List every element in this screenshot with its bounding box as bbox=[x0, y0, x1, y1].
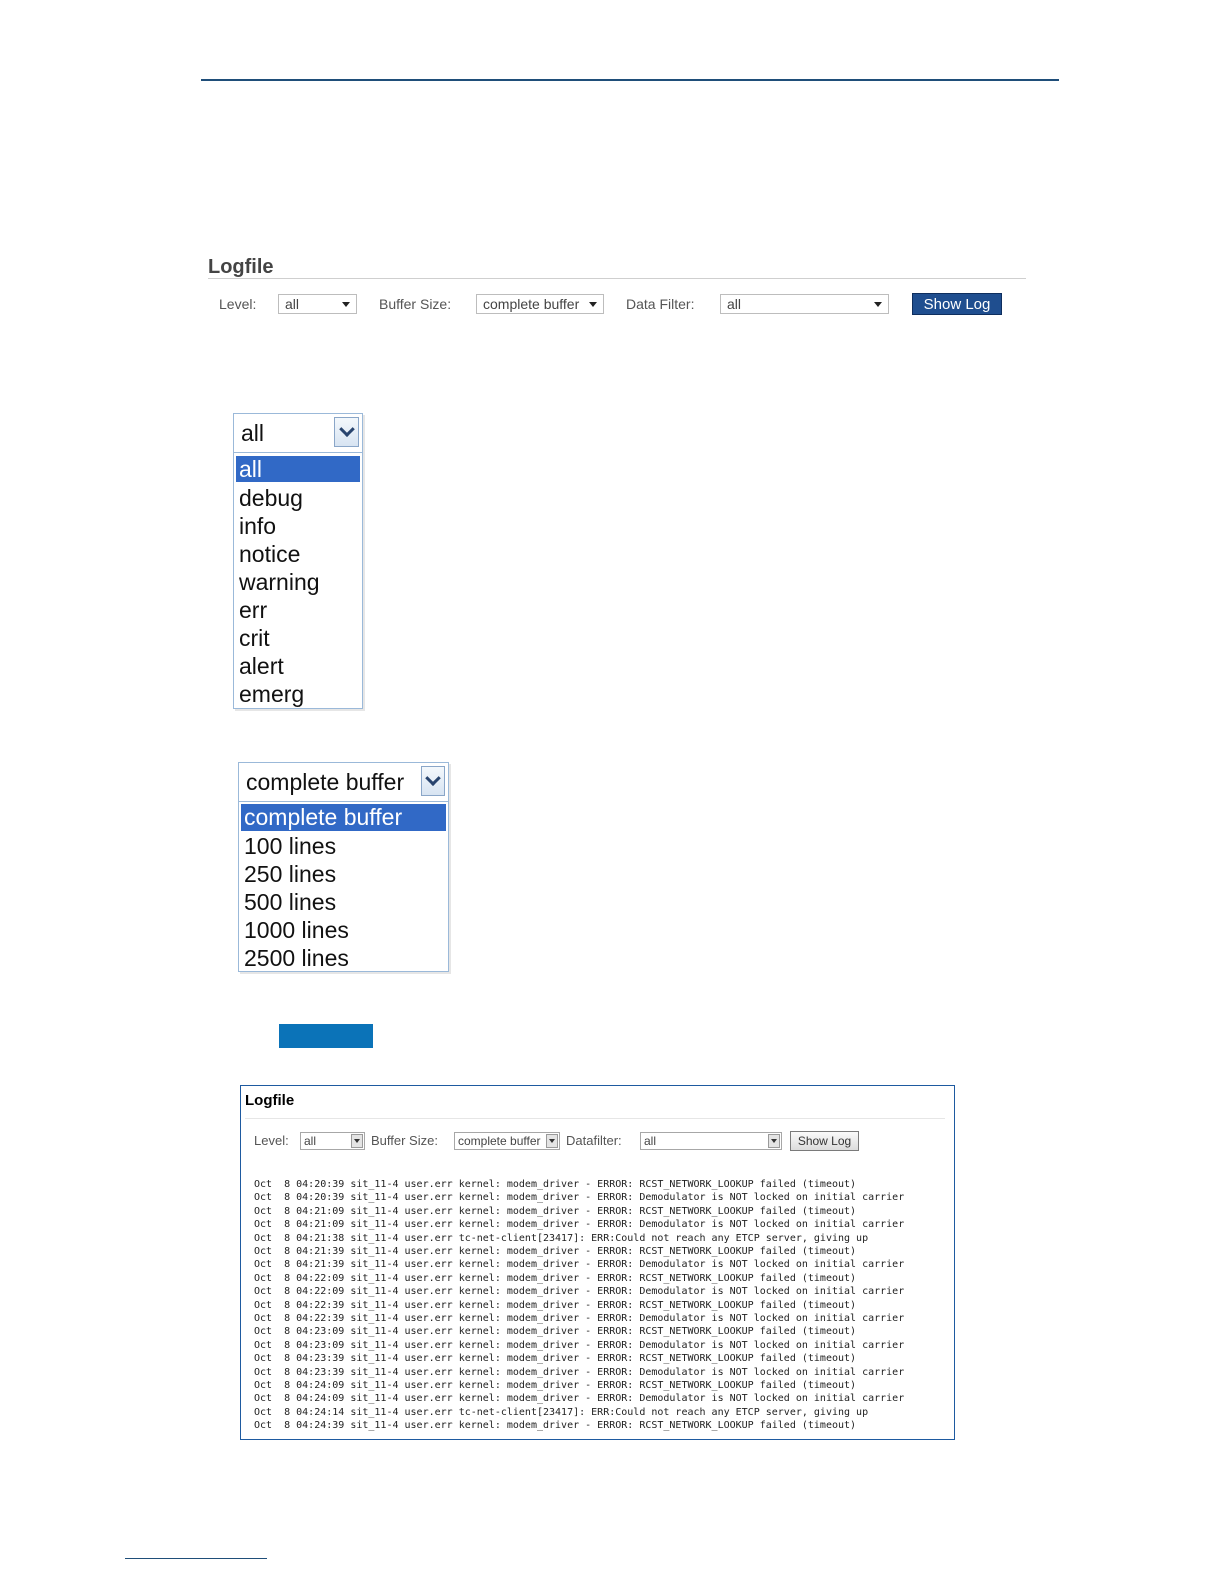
title-divider bbox=[208, 278, 1026, 279]
log-line: Oct 8 04:21:39 sit_11-4 user.err kernel: modem_driver - ERROR: Demodulator is NOT locked on initial carrier bbox=[254, 1259, 905, 1270]
buffer-size-dropdown[interactable] bbox=[238, 762, 449, 972]
level-label-small: Level: bbox=[254, 1133, 289, 1148]
log-line: Oct 8 04:24:09 sit_11-4 user.err kernel: modem_driver - ERROR: RCST_NETWORK_LOOKUP failed (timeout) bbox=[254, 1380, 857, 1391]
log-line: Oct 8 04:21:38 sit_11-4 user.err tc-net-client[23417]: ERR:Could not reach any ETCP server, giving up bbox=[254, 1233, 869, 1244]
buffer-option[interactable]: 250 lines bbox=[244, 861, 337, 887]
chevron-down-icon bbox=[768, 1134, 780, 1148]
level-option[interactable]: warning bbox=[239, 569, 320, 595]
log-line: Oct 8 04:24:09 sit_11-4 user.err kernel: modem_driver - ERROR: Demodulator is NOT locked on initial carrier bbox=[254, 1393, 905, 1404]
log-line: Oct 8 04:23:09 sit_11-4 user.err kernel: modem_driver - ERROR: RCST_NETWORK_LOOKUP failed (timeout) bbox=[254, 1326, 857, 1337]
buffer-size-select-small-value: complete buffer bbox=[458, 1134, 541, 1148]
buffer-dropdown-value: complete buffer bbox=[246, 769, 405, 795]
log-line: Oct 8 04:21:09 sit_11-4 user.err kernel: modem_driver - ERROR: RCST_NETWORK_LOOKUP failed (timeout) bbox=[254, 1206, 857, 1217]
show-log-button[interactable]: Show Log bbox=[912, 293, 1002, 315]
log-line: Oct 8 04:22:39 sit_11-4 user.err kernel: modem_driver - ERROR: RCST_NETWORK_LOOKUP failed (timeout) bbox=[254, 1300, 857, 1311]
data-filter-select-value: all bbox=[727, 296, 742, 312]
level-option[interactable]: all bbox=[236, 456, 360, 482]
log-line: Oct 8 04:22:09 sit_11-4 user.err kernel: modem_driver - ERROR: RCST_NETWORK_LOOKUP failed (timeout) bbox=[254, 1273, 857, 1284]
caret-down-icon bbox=[342, 302, 350, 307]
buffer-option[interactable]: 1000 lines bbox=[244, 917, 349, 943]
buffer-option[interactable]: 2500 lines bbox=[244, 945, 349, 971]
chevron-down-icon[interactable] bbox=[334, 417, 359, 447]
log-line: Oct 8 04:21:09 sit_11-4 user.err kernel: modem_driver - ERROR: Demodulator is NOT locked on initial carrier bbox=[254, 1219, 905, 1230]
log-line: Oct 8 04:20:39 sit_11-4 user.err kernel: modem_driver - ERROR: Demodulator is NOT locked on initial carrier bbox=[254, 1192, 905, 1203]
buffer-size-select-small[interactable] bbox=[454, 1132, 560, 1150]
chevron-down-icon bbox=[351, 1134, 363, 1148]
buffer-option[interactable]: 100 lines bbox=[244, 833, 337, 859]
buffer-option[interactable]: 500 lines bbox=[244, 889, 337, 915]
log-line: Oct 8 04:20:39 sit_11-4 user.err kernel: modem_driver - ERROR: RCST_NETWORK_LOOKUP failed (timeout) bbox=[254, 1179, 857, 1190]
log-line: Oct 8 04:24:39 sit_11-4 user.err kernel: modem_driver - ERROR: RCST_NETWORK_LOOKUP failed (timeout) bbox=[254, 1420, 857, 1431]
level-option[interactable]: debug bbox=[239, 485, 303, 511]
buffer-size-label-small: Buffer Size: bbox=[371, 1133, 438, 1148]
datafilter-label-small: Datafilter: bbox=[566, 1133, 622, 1148]
level-select-small-value: all bbox=[304, 1134, 317, 1148]
buffer-size-select-value: complete buffer bbox=[483, 296, 580, 312]
log-line: Oct 8 04:24:14 sit_11-4 user.err tc-net-client[23417]: ERR:Could not reach any ETCP server, giving up bbox=[254, 1407, 869, 1418]
logfile-title: Logfile bbox=[208, 256, 274, 278]
level-option[interactable]: info bbox=[239, 513, 277, 539]
caret-down-icon bbox=[874, 302, 882, 307]
level-option[interactable]: alert bbox=[239, 653, 284, 679]
log-line: Oct 8 04:23:39 sit_11-4 user.err kernel: modem_driver - ERROR: RCST_NETWORK_LOOKUP failed (timeout) bbox=[254, 1353, 857, 1364]
show-log-button-small[interactable]: Show Log bbox=[790, 1131, 859, 1151]
data-filter-select[interactable] bbox=[720, 294, 889, 314]
data-filter-label: Data Filter: bbox=[626, 296, 695, 312]
highlight-bar bbox=[279, 1024, 373, 1048]
caret-down-icon bbox=[589, 302, 597, 307]
level-select-value: all bbox=[285, 296, 300, 312]
level-option[interactable]: emerg bbox=[239, 681, 305, 707]
log-line: Oct 8 04:21:39 sit_11-4 user.err kernel: modem_driver - ERROR: RCST_NETWORK_LOOKUP failed (timeout) bbox=[254, 1246, 857, 1257]
level-label: Level: bbox=[219, 296, 257, 312]
level-option[interactable]: crit bbox=[239, 625, 270, 651]
level-select-small[interactable] bbox=[300, 1132, 365, 1150]
log-line: Oct 8 04:22:39 sit_11-4 user.err kernel: modem_driver - ERROR: Demodulator is NOT locked on initial carrier bbox=[254, 1313, 905, 1324]
buffer-option[interactable]: complete buffer bbox=[241, 804, 446, 831]
logfile-title-small: Logfile bbox=[245, 1092, 295, 1109]
chevron-down-icon[interactable] bbox=[421, 766, 445, 796]
log-line: Oct 8 04:23:39 sit_11-4 user.err kernel: modem_driver - ERROR: Demodulator is NOT locked on initial carrier bbox=[254, 1367, 905, 1378]
buffer-size-label: Buffer Size: bbox=[379, 296, 452, 312]
log-line: Oct 8 04:22:09 sit_11-4 user.err kernel: modem_driver - ERROR: Demodulator is NOT locked on initial carrier bbox=[254, 1286, 905, 1297]
log-line: Oct 8 04:23:09 sit_11-4 user.err kernel: modem_driver - ERROR: Demodulator is NOT locked on initial carrier bbox=[254, 1340, 905, 1351]
datafilter-select-small-value: all bbox=[644, 1134, 657, 1148]
buffer-dropdown-head[interactable] bbox=[239, 763, 448, 802]
datafilter-select-small[interactable] bbox=[640, 1132, 782, 1150]
chevron-down-icon bbox=[546, 1134, 558, 1148]
footnote-rule bbox=[125, 1558, 267, 1559]
level-select[interactable] bbox=[278, 294, 357, 314]
level-option[interactable]: notice bbox=[239, 541, 301, 567]
buffer-size-select[interactable] bbox=[476, 294, 604, 314]
header-rule bbox=[201, 79, 1059, 81]
level-option[interactable]: err bbox=[239, 597, 268, 623]
level-dropdown-head[interactable] bbox=[234, 414, 362, 453]
level-dropdown[interactable] bbox=[233, 413, 363, 709]
level-dropdown-value: all bbox=[241, 420, 265, 446]
